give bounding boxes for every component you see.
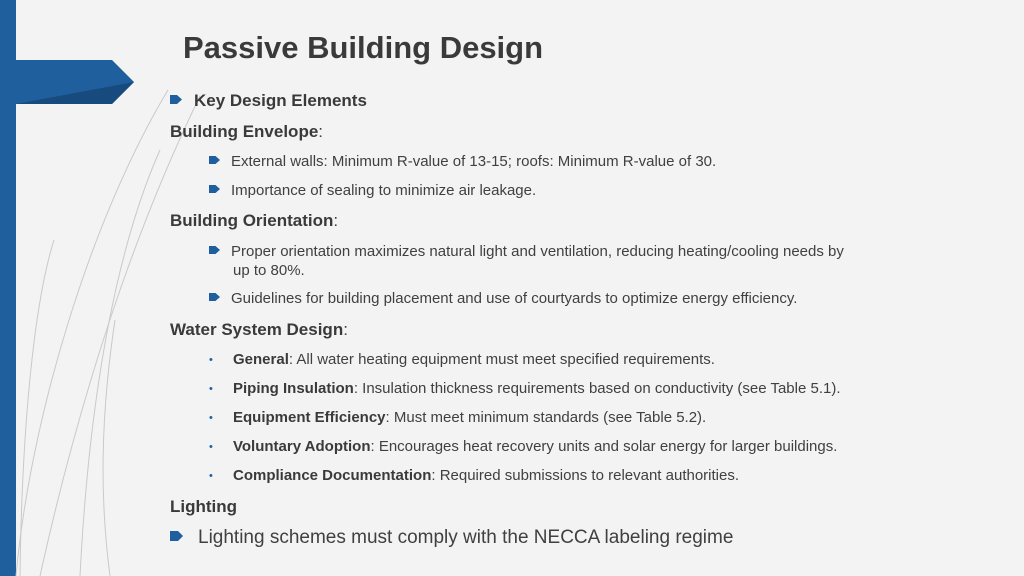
- list-item-continuation: up to 80%.: [233, 262, 305, 279]
- section-heading-lighting: [170, 497, 237, 517]
- list-item: [209, 409, 706, 426]
- dot-bullet-icon: •: [209, 383, 213, 395]
- section-heading-envelope: [170, 122, 323, 142]
- envelope-item-text: Importance of sealing to minimize air leakage.: [231, 182, 537, 199]
- lighting-item: [170, 527, 733, 549]
- key-elements-item: [170, 91, 367, 111]
- dot-bullet-icon: •: [209, 441, 213, 453]
- orientation-item-text: Proper orientation maximizes natural light and ventilation, reducing heating/cooling needs by: [231, 243, 844, 260]
- arrow-bullet-icon: [170, 531, 183, 541]
- item-term: General: [233, 351, 289, 368]
- arrow-bullet-icon: [209, 156, 220, 164]
- item-term: Voluntary Adoption: [233, 438, 371, 455]
- arrow-bullet-icon: [209, 293, 220, 301]
- item-text: : Insulation thickness requirements based on conductivity (see Table 5.1).: [353, 380, 841, 397]
- water-heading: Water System Design: [170, 320, 344, 339]
- list-item: [209, 467, 739, 484]
- orientation-heading: Building Orientation: [170, 211, 334, 230]
- dot-bullet-icon: •: [209, 412, 213, 424]
- orientation-item-text: Guidelines for building placement and use of courtyards to optimize energy efficiency.: [231, 290, 798, 307]
- key-elements-label: Key Design Elements: [194, 91, 367, 110]
- item-text: : Must meet minimum standards (see Table 5.2).: [385, 409, 707, 426]
- colon: :: [333, 211, 339, 230]
- list-item: [209, 153, 716, 170]
- item-term: Equipment Efficiency: [233, 409, 386, 426]
- item-term: Compliance Documentation: [233, 467, 432, 484]
- arrow-bullet-icon: [209, 185, 220, 193]
- item-text: : Encourages heat recovery units and solar energy for larger buildings.: [370, 438, 838, 455]
- dot-bullet-icon: •: [209, 354, 213, 366]
- list-item: [209, 438, 837, 455]
- section-heading-water: [170, 320, 348, 340]
- arrow-bullet-icon: [209, 246, 220, 254]
- item-text: : Required submissions to relevant authorities.: [431, 467, 740, 484]
- section-heading-orientation: [170, 211, 338, 231]
- colon: :: [318, 122, 324, 141]
- envelope-item-text: External walls: Minimum R-value of 13-15; roofs: Minimum R-value of 30.: [231, 153, 717, 170]
- list-item: [209, 380, 841, 397]
- page-title: Passive Building Design: [183, 30, 544, 65]
- item-text: : All water heating equipment must meet specified requirements.: [288, 351, 715, 368]
- dot-bullet-icon: •: [209, 470, 213, 482]
- item-term: Piping Insulation: [233, 380, 354, 397]
- colon: :: [343, 320, 348, 339]
- lighting-heading: Lighting: [170, 497, 238, 516]
- list-item: [209, 243, 844, 260]
- list-item: [209, 182, 536, 199]
- arrow-bullet-icon: [170, 95, 182, 104]
- envelope-heading: Building Envelope: [170, 122, 319, 141]
- list-item: [209, 351, 715, 368]
- list-item: [209, 290, 797, 307]
- lighting-text: Lighting schemes must comply with the NECCA labeling regime: [198, 527, 734, 548]
